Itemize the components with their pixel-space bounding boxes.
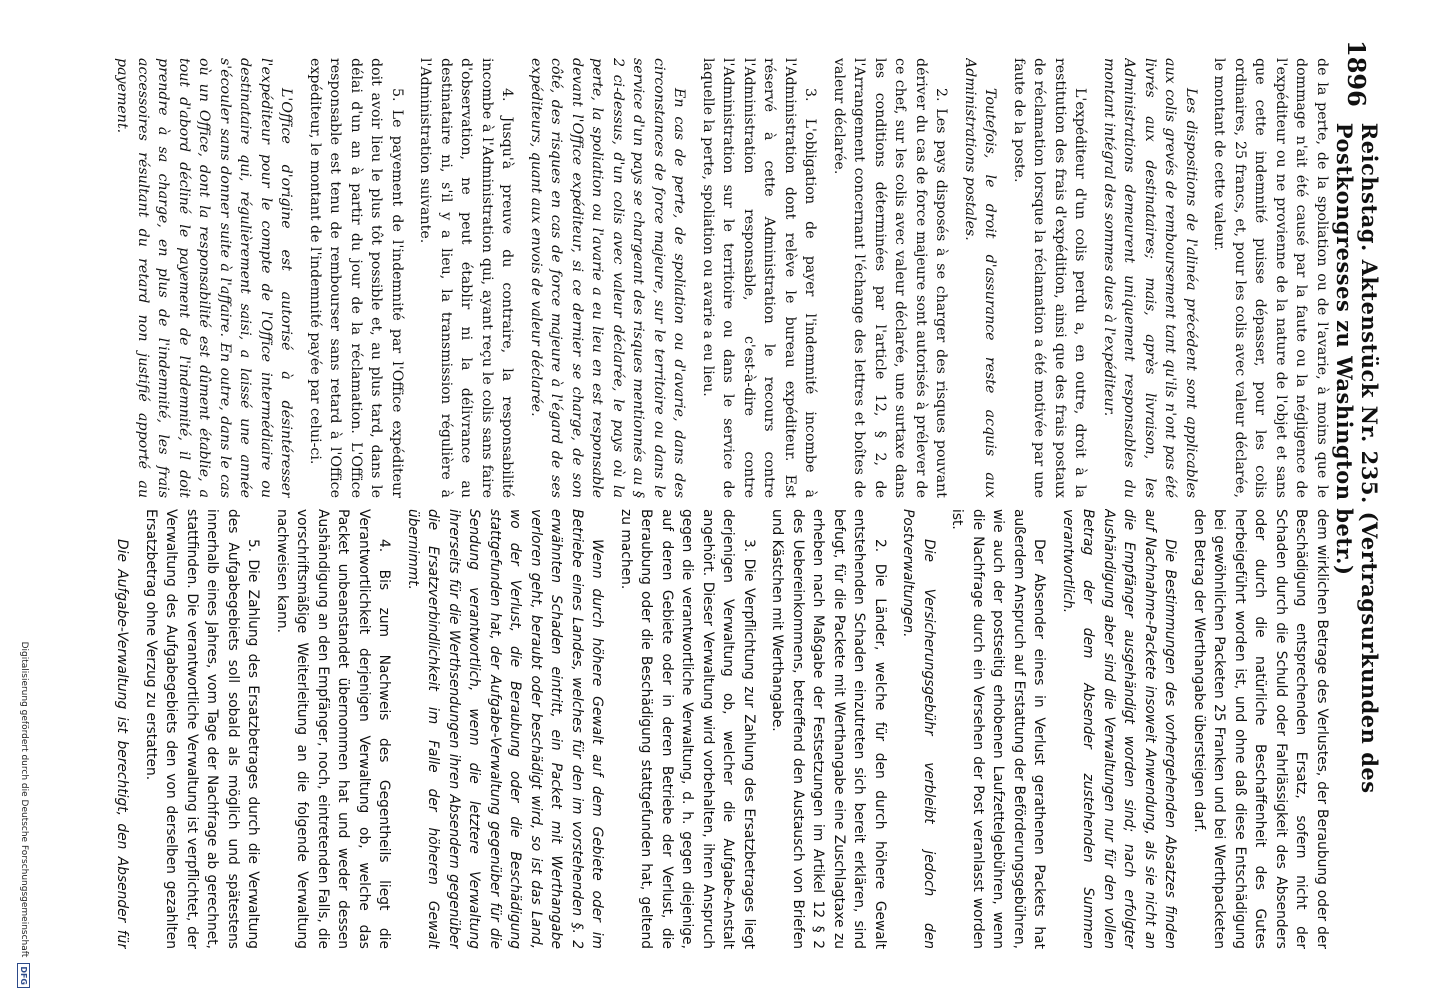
credit-text: Digitalisierung gefördert durch die Deutsche Forschungsgemeinschaft (19, 641, 29, 958)
page-number: 1896 (1342, 40, 1372, 107)
dfg-logo: DFG (18, 963, 31, 988)
german-text-column (114, 509, 1332, 949)
german-paragraph: Der Absender eines in Verlust gerathenen Packets hat außerdem Anspruch auf Erstattung der Beförderungsgebühren, wie auch der postseitig erhobenen Laufzettelgebühren, wenn die Nachfrage durch ein Versehen der Post veranlasst worden ist. (949, 509, 1048, 949)
french-paragraph: En cas de perte, de spoliation ou d'avarie, dans des circonstances de force majeure, sur le territoire ou dans le service d'un pays se chargeant des risques mentionnés au § 2 ci-dessus, d'un colis avec valeur déclarée, le pays où la perte, la spoliation ou l'avarie a eu lieu en est responsable devant l'Office expéditeur, si ce dernier se charge, de son côté, des risques en cas de force majeure à l'égard de ses expéditeurs, quant aux envois de valeur déclarée. (528, 58, 688, 498)
french-text-column (114, 58, 1332, 498)
german-paragraph: 3. Die Verpflichtung zur Zahlung des Ersatzbetrages liegt derjenigen Verwaltung ob, welcher die Aufgabe-Anstalt angehört. Dieser Verwaltung wird vorbehalten, ihren Anspruch gegen die verantwortliche Verwaltung, d. h. gegen diejenige, auf deren Gebiete oder in deren Betriebe der Verlust, die Beraubung oder die Beschädigung stattgefunden hat, geltend zu machen. (618, 509, 757, 949)
french-paragraph: 4. Jusqu'à preuve du contraire, la responsabilité incombe à l'Administration qui, ayant reçu le colis sans faire d'observation, ne peut établir ni la délivrance au destinataire ni, s'il y a lieu, la transmission régulière à l'Administration suivante. (417, 58, 516, 498)
french-paragraph: Toutefois, le droit d'assurance reste acquis aux Administrations postales. (962, 58, 999, 498)
german-paragraph: 4. Bis zum Nachweis des Gegentheils liegt die Verantwortlichkeit derjenigen Verwaltung ob, welche das Packet unbeanstandet übernommen hat und weder dessen Aushändigung an den Empfänger, noch, eintretenden Falls, die vorschriftsmäßige Weiterleitung an die folgende Verwaltung nachweisen kann. (274, 509, 393, 949)
german-paragraph: Wenn durch höhere Gewalt auf dem Gebiete oder im Betriebe eines Landes, welches für den im vorstehenden §. 2 erwähnten Schaden eintritt, ein Packet mit Werthangabe verloren geht, beraubt oder beschädigt wird, so ist das Land, wo der Verlust, die Beraubung oder die Beschädigung stattgefunden hat, der Aufgabe-Verwaltung gegenüber für die Sendung verantwortlich, wenn die letztere Verwaltung ihrerseits für die Werthsendungen ihren Absendern gegenüber die Ersatzverbindlichkeit im Falle der höheren Gewalt übernimmt. (405, 509, 606, 949)
french-paragraph: L'Office d'origine est autorisé à désintéresser l'expéditeur pour le compte de l'Office intermédiaire ou destinataire qui, régulièrement saisi, a laissé une année s'écouler sans donner suite à l'affaire. En outre, dans le cas où un Office, dont la responsabilité est dûment établie, a tout d'abord décliné le payement de l'indemnité, il doit prendre à sa charge, en plus de l'indemnité, les frais accessoires résultant du retard non justifié apporté au payement. (114, 58, 295, 498)
german-paragraph: 5. Die Zahlung des Ersatzbetrages durch die Verwaltung des Aufgabegebiets soll sobald als möglich und spätestens innerhalb eines Jahres, vom Tage der Nachfrage ab gerechnet, stattfinden. Die verantwortliche Verwaltung ist verpflichtet, der Verwaltung des Aufgabegebiets den von derselben gezahlten Ersatzbetrag ohne Verzug zu erstatten. (143, 509, 262, 949)
french-paragraph: 3. L'obligation de payer l'indemnité incombe à l'Administration dont relève le bureau expéditeur. Est réservé à cette Administration le recours contre l'Administration responsable, c'est-à-dire contre l'Administration sur le territoire ou dans le service de laquelle la perte, spoliation ou avarie a eu lieu. (700, 58, 819, 498)
german-paragraph: Die Versicherungsgebühr verbleibt jedoch den Postverwaltungen. (900, 509, 937, 949)
german-paragraph: Die Bestimmungen des vorhergehenden Absatzes finden auf Nachnahme-Packete insoweit Anwendung, als sie nicht an die Empfänger ausgehändigt worden sind; nach erfolgter Aushändigung aber sind die Verwaltungen nur für den vollen Betrag der dem Absender zustehenden Summen verantwortlich. (1060, 509, 1179, 949)
digitization-credit (12, 0, 36, 1000)
french-paragraph: de la perte, de la spoliation ou de l'avarie, à moins que le dommage n'ait été causé par la faute ou la négligence de l'expéditeur ou ne provienne de la nature de l'objet et sans que cette indemnité puisse dépasser, pour les colis ordinaires, 25 francs, et, pour les colis avec valeur déclarée, le montant de cette valeur. (1211, 58, 1330, 498)
french-paragraph: 2. Les pays disposés à se charger des risques pouvant dériver du cas de force majeure sont autorisés à prélever de ce chef, sur les colis avec valeur déclarée, une surtaxe dans les conditions déterminées par l'article 12, § 2, de l'Arrangement concernant l'échange des lettres et boîtes de valeur déclarée. (831, 58, 950, 498)
french-paragraph: Les dispositions de l'alinéa précédent sont applicables aux colis grevés de remboursement tant qu'ils n'ont pas été livrés aux destinataires; mais, après livraison, les Administrations demeurent uniquement responsables du montant intégral des sommes dues à l'expéditeur. (1101, 58, 1199, 498)
french-paragraph: L'expéditeur d'un colis perdu a, en outre, droit à la restitution des frais d'expédition, ainsi que des frais postaux de réclamation lorsque la réclamation a été motivée par une faute de la poste. (1011, 58, 1089, 498)
german-paragraph: Die Aufgabe-Verwaltung ist berechtigt, den Absender für (114, 539, 131, 949)
running-title: Reichstag. Aktenstück Nr. 235. (Vertragsurkunden des Postkongresses zu Washington betr.) (1332, 122, 1382, 794)
german-paragraph: dem wirklichen Betrage des Verlustes, der Beraubung oder der Beschädigung entsprechenden Ersatz, sofern nicht der Schaden durch die Schuld oder Fahrlässigkeit des Absenders oder durch die natürliche Beschaffenheit des Gutes herbeigeführt worden ist, und ohne daß diese Entschädigung bei gewöhnlichen Packeten 25 Franken und bei Werthpacketen den Betrag der Werthangabe übersteigen darf. (1191, 509, 1330, 949)
german-paragraph: 2. Die Länder, welche für den durch höhere Gewalt entstehenden Schaden einzutreten sich bereit erklären, sind befugt, für die Packete mit Werthangabe eine Zuschlagtaxe zu erheben nach Maßgabe der Festsetzungen im Artikel 12 § 2 des Uebereinkommens, betreffend den Austausch von Briefen und Kästchen mit Werthangabe. (769, 509, 888, 949)
page-header (1332, 40, 1382, 960)
french-paragraph: 5. Le payement de l'indemnité par l'Office expéditeur doit avoir lieu le plus tôt possible et, au plus tard, dans le délai d'un an à partir du jour de la réclamation. L'Office responsable est tenu de rembourser sans retard à l'Office expéditeur, le montant de l'indemnité payée par celui-ci. (307, 58, 405, 498)
